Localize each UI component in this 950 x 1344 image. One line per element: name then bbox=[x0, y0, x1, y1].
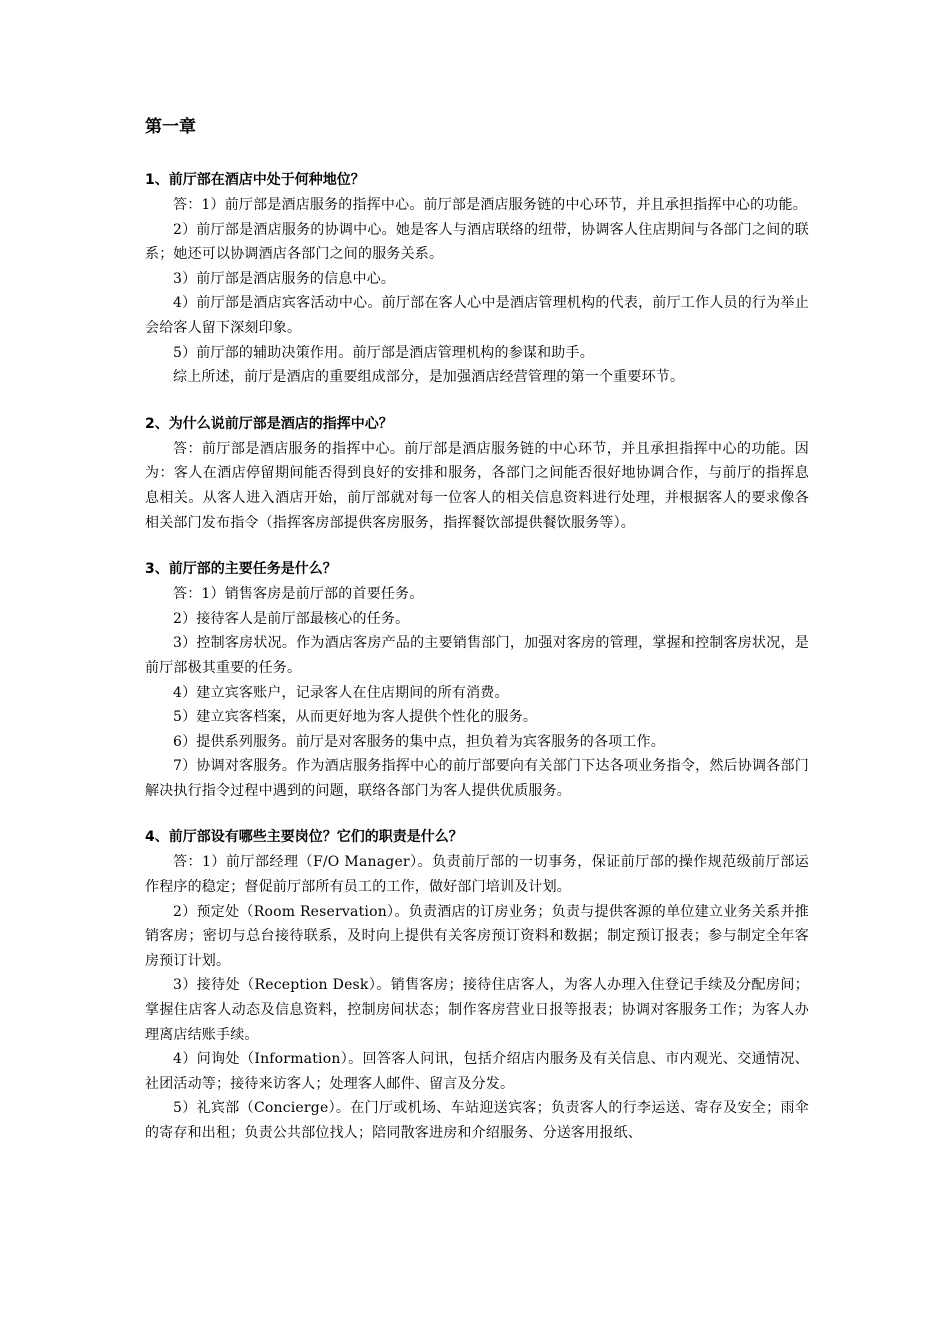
question-title: 1、前厅部在酒店中处于何种地位？ bbox=[145, 172, 365, 188]
question-title: 4、前厅部设有哪些主要岗位？它们的职责是什么？ bbox=[145, 829, 463, 846]
answer-paragraph: 4）问询处（Information）。回答客人问讯，包括介绍店内服务及有关信息、市内观光、交通情况、社团活动等；接待来访客人；处理客人邮件、留言及分发。 bbox=[145, 1051, 809, 1092]
answer-paragraph: 4）前厅部是酒店宾客活动中心。前厅部在客人心中是酒店管理机构的代表，前厅工作人员的行为举止会给客人留下深刻印象。 bbox=[145, 295, 809, 336]
answer-paragraph: 2）接待客人是前厅部最核心的任务。 bbox=[173, 610, 410, 627]
answer-paragraph: 5）前厅部的辅助决策作用。前厅部是酒店管理机构的参谋和助手。 bbox=[173, 344, 594, 361]
answer-paragraph: 4）建立宾客账户，记录客人在住店期间的所有消费。 bbox=[173, 684, 509, 701]
answer-paragraph: 2）前厅部是酒店服务的协调中心。她是客人与酒店联络的纽带，协调客人住店期间与各部门之间的联系；她还可以协调酒店各部门之间的服务关系。 bbox=[145, 221, 809, 263]
question-list bbox=[145, 168, 809, 1146]
answer-paragraph: 5）建立宾客档案，从而更好地为客人提供个性化的服务。 bbox=[173, 709, 538, 726]
question-title: 3、前厅部的主要任务是什么？ bbox=[145, 561, 337, 578]
answer-paragraph: 3）前厅部是酒店服务的信息中心。 bbox=[173, 270, 396, 287]
chapter-title: 第一章 bbox=[145, 117, 196, 137]
answer-paragraph: 6）提供系列服务。前厅是对客服务的集中点，担负着为宾客服务的各项工作。 bbox=[173, 733, 665, 750]
answer-paragraph: 7）协调对客服务。作为酒店服务指挥中心的前厅部要向有关部门下达各项业务指令，然后协调各部门解决执行指令过程中遇到的问题，联络各部门为客人提供优质服务。 bbox=[145, 758, 809, 799]
answer-paragraph: 综上所述，前厅是酒店的重要组成部分，是加强酒店经营管理的第一个重要环节。 bbox=[173, 369, 685, 386]
answer-paragraph: 3）接待处（Reception Desk）。销售客房；接待住店客人，为客人办理入住登记手续及分配房间；掌握住店客人动态及信息资料，控制房间状态；制作客房营业日报等报表；协调对客服务工作；为客人办理离店结账手续。 bbox=[145, 977, 809, 1043]
question-section bbox=[145, 168, 809, 390]
answer-paragraph: 答：1）前厅部是酒店服务的指挥中心。前厅部是酒店服务链的中心环节，并且承担指挥中心的功能。 bbox=[173, 197, 807, 213]
question-section bbox=[145, 825, 809, 1145]
answer-paragraph: 2）预定处（Room Reservation）。负责酒店的订房业务；负责与提供客源的单位建立业务关系并推销客房；密切与总台接待联系，及时向上提供有关客房预订资料和数据；制定预订报表；参与制定全年客房预订计划。 bbox=[145, 903, 809, 969]
question-section bbox=[145, 412, 809, 535]
question-section bbox=[145, 557, 809, 803]
document-body bbox=[145, 112, 809, 1168]
answer-paragraph: 答：1）前厅部经理（F/O Manager）。负责前厅部的一切事务，保证前厅部的操作规范级前厅部运作程序的稳定；督促前厅部所有员工的工作，做好部门培训及计划。 bbox=[145, 854, 809, 896]
answer-paragraph: 3）控制客房状况。作为酒店客房产品的主要销售部门，加强对客房的管理，掌握和控制客房状况，是前厅部极其重要的任务。 bbox=[145, 635, 809, 676]
answer-paragraph: 答：前厅部是酒店服务的指挥中心。前厅部是酒店服务链的中心环节，并且承担指挥中心的功能。因为：客人在酒店停留期间能否得到良好的安排和服务，各部门之间能否很好地协调合作，与前厅的指挥息息相关。从客人进入酒店开始，前厅部就对每一位客人的相关信息资料进行处理，并根据客人的要求像各相关部门发布指令（指挥客房部提供客房服务，指挥餐饮部提供餐饮服务等）。 bbox=[145, 440, 809, 531]
question-title: 2、为什么说前厅部是酒店的指挥中心？ bbox=[145, 415, 393, 432]
answer-paragraph: 答：1）销售客房是前厅部的首要任务。 bbox=[173, 586, 424, 603]
answer-paragraph: 5）礼宾部（Concierge）。在门厅或机场、车站迎送宾客；负责客人的行李运送、寄存及安全；雨伞的寄存和出租；负责公共部位找人；陪同散客进房和介绍服务、分送客用报纸、 bbox=[145, 1100, 809, 1141]
